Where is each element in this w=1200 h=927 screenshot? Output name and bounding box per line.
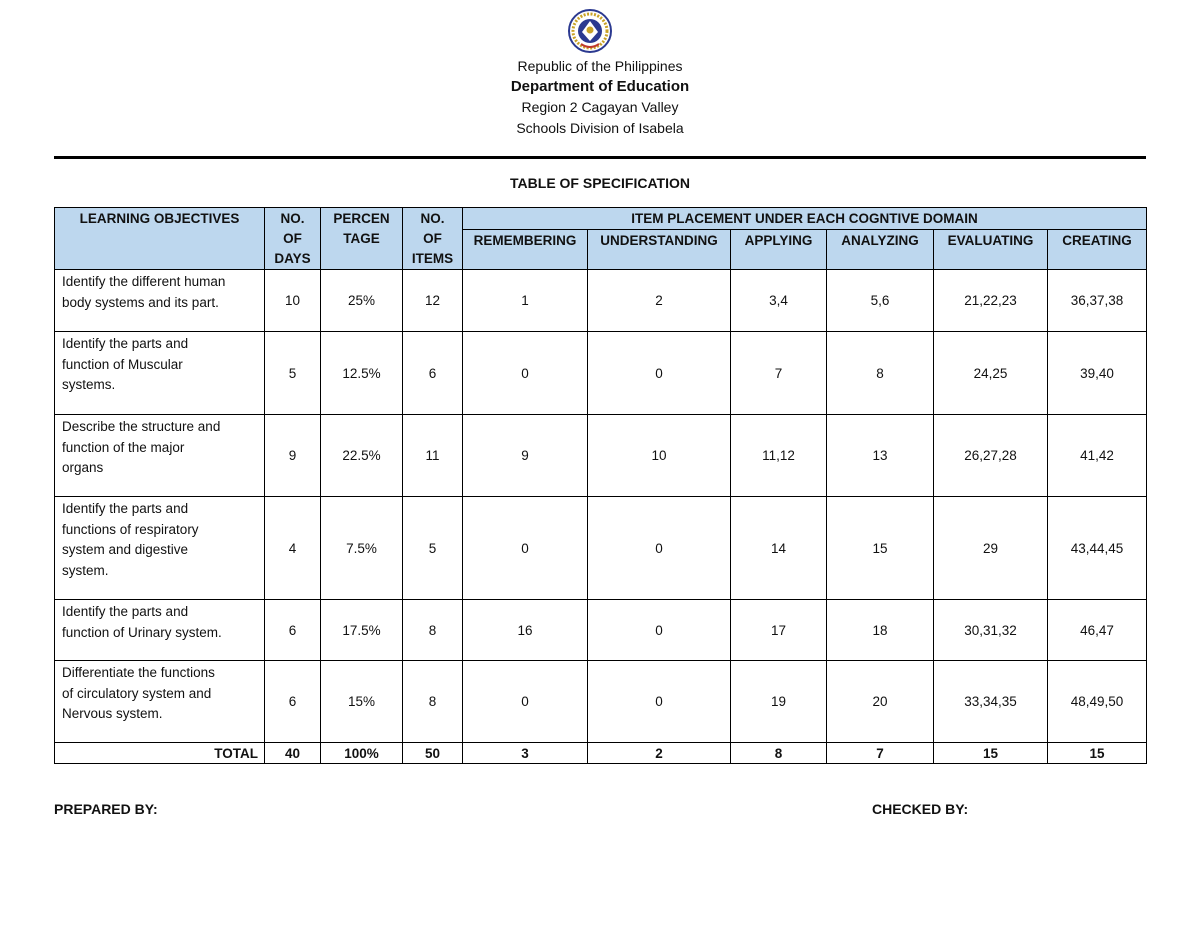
total-creating: 15 (1048, 743, 1147, 764)
prepared-by-label: PREPARED BY: (54, 801, 158, 817)
deped-seal-icon (567, 8, 613, 54)
objective-cell (55, 270, 265, 332)
remembering-cell: 0 (463, 661, 588, 743)
creating-cell: 48,49,50 (1048, 661, 1147, 743)
total-understanding: 2 (588, 743, 731, 764)
table-row (55, 270, 1147, 332)
table-row (55, 661, 1147, 743)
days-cell: 5 (265, 332, 321, 415)
applying-cell: 11,12 (731, 415, 827, 497)
region-line: Region 2 Cagayan Valley (521, 99, 679, 115)
analyzing-cell: 20 (827, 661, 934, 743)
items-cell: 8 (403, 661, 463, 743)
objective-line: Nervous system. (62, 706, 163, 721)
objective-line: body systems and its part. (62, 294, 219, 310)
analyzing-cell: 18 (827, 600, 934, 661)
header-analyzing: ANALYZING (827, 230, 934, 270)
objective-line: organs (62, 460, 104, 475)
understanding-cell: 0 (588, 497, 731, 600)
objective-cell (55, 600, 265, 661)
applying-cell: 19 (731, 661, 827, 743)
evaluating-cell: 21,22,23 (934, 270, 1048, 332)
understanding-cell: 0 (588, 600, 731, 661)
applying-cell: 17 (731, 600, 827, 661)
header-no-items-line: ITEMS (411, 251, 454, 266)
table-row (55, 415, 1147, 497)
evaluating-cell: 29 (934, 497, 1048, 600)
creating-cell: 41,42 (1048, 415, 1147, 497)
creating-cell: 39,40 (1048, 332, 1147, 415)
objective-cell (55, 415, 265, 497)
remembering-cell: 0 (463, 332, 588, 415)
objective-line: function of the major (62, 439, 185, 455)
header-no-items (403, 208, 463, 270)
document-title: TABLE OF SPECIFICATION (510, 175, 690, 191)
objective-cell (55, 497, 265, 600)
objective-cell (55, 332, 265, 415)
header-percentage-line: TAGE (343, 231, 380, 246)
understanding-cell: 10 (588, 415, 731, 497)
objective-line: Describe the structure and (62, 419, 221, 434)
items-cell: 8 (403, 600, 463, 661)
header-remembering: REMEMBERING (463, 230, 588, 270)
analyzing-cell: 13 (827, 415, 934, 497)
applying-cell: 3,4 (731, 270, 827, 332)
header-no-days (265, 208, 321, 270)
analyzing-cell: 5,6 (827, 270, 934, 332)
objective-line: function of Urinary system. (62, 624, 222, 640)
objective-line: Identify the parts and (62, 501, 189, 516)
header-no-items-line: OF (423, 231, 442, 246)
applying-cell: 7 (731, 332, 827, 415)
objective-line: Identify the parts and (62, 604, 189, 619)
items-cell: 5 (403, 497, 463, 600)
specification-table (54, 207, 1147, 764)
total-applying: 8 (731, 743, 827, 764)
total-label: TOTAL (55, 743, 265, 764)
total-percent: 100% (321, 743, 403, 764)
table-row (55, 497, 1147, 600)
percent-cell: 15% (321, 661, 403, 743)
department-line: Department of Education (510, 77, 690, 95)
total-analyzing: 7 (827, 743, 934, 764)
header-creating: CREATING (1048, 230, 1147, 270)
letterhead (0, 56, 1200, 138)
header-percentage-line: PERCEN (333, 211, 390, 226)
remembering-cell: 0 (463, 497, 588, 600)
days-cell: 10 (265, 270, 321, 332)
header-no-items-line: NO. (420, 211, 445, 226)
header-evaluating: EVALUATING (934, 230, 1048, 270)
header-domain-group: ITEM PLACEMENT UNDER EACH COGNTIVE DOMAIN (463, 208, 1147, 230)
country-line: Republic of the Philippines (517, 58, 683, 74)
header-no-days-line: DAYS (274, 251, 311, 266)
percent-cell: 17.5% (321, 600, 403, 661)
percent-cell: 12.5% (321, 332, 403, 415)
evaluating-cell: 30,31,32 (934, 600, 1048, 661)
total-items: 50 (403, 743, 463, 764)
items-cell: 11 (403, 415, 463, 497)
header-percentage (321, 208, 403, 270)
evaluating-cell: 24,25 (934, 332, 1048, 415)
objective-cell (55, 661, 265, 743)
applying-cell: 14 (731, 497, 827, 600)
objective-line: Identify the parts and (62, 336, 189, 351)
header-understanding: UNDERSTANDING (588, 230, 731, 270)
percent-cell: 25% (321, 270, 403, 332)
creating-cell: 43,44,45 (1048, 497, 1147, 600)
objective-line: Identify the different human (62, 274, 226, 289)
creating-cell: 46,47 (1048, 600, 1147, 661)
objective-line: function of Muscular (62, 356, 183, 372)
days-cell: 9 (265, 415, 321, 497)
header-applying: APPLYING (731, 230, 827, 270)
days-cell: 4 (265, 497, 321, 600)
total-days: 40 (265, 743, 321, 764)
header-objectives: LEARNING OBJECTIVES (55, 208, 265, 270)
analyzing-cell: 15 (827, 497, 934, 600)
items-cell: 6 (403, 332, 463, 415)
percent-cell: 7.5% (321, 497, 403, 600)
understanding-cell: 0 (588, 661, 731, 743)
percent-cell: 22.5% (321, 415, 403, 497)
objective-line: functions of respiratory (62, 521, 199, 537)
items-cell: 12 (403, 270, 463, 332)
remembering-cell: 1 (463, 270, 588, 332)
header-no-days-line: OF (283, 231, 302, 246)
remembering-cell: 9 (463, 415, 588, 497)
objective-line: system. (62, 562, 109, 578)
header-no-days-line: NO. (280, 211, 305, 226)
creating-cell: 36,37,38 (1048, 270, 1147, 332)
objective-line: of circulatory system and (62, 685, 212, 701)
understanding-cell: 2 (588, 270, 731, 332)
objective-line: system and digestive (62, 542, 189, 557)
days-cell: 6 (265, 600, 321, 661)
total-evaluating: 15 (934, 743, 1048, 764)
table-row (55, 600, 1147, 661)
evaluating-cell: 26,27,28 (934, 415, 1048, 497)
total-row (55, 743, 1147, 764)
remembering-cell: 16 (463, 600, 588, 661)
evaluating-cell: 33,34,35 (934, 661, 1048, 743)
analyzing-cell: 8 (827, 332, 934, 415)
objective-line: systems. (62, 377, 116, 392)
checked-by-label: CHECKED BY: (872, 801, 969, 817)
division-line: Schools Division of Isabela (516, 119, 684, 136)
understanding-cell: 0 (588, 332, 731, 415)
objective-line: Differentiate the functions (62, 665, 215, 680)
table-row (55, 332, 1147, 415)
days-cell: 6 (265, 661, 321, 743)
total-remembering: 3 (463, 743, 588, 764)
header-divider (54, 156, 1146, 159)
